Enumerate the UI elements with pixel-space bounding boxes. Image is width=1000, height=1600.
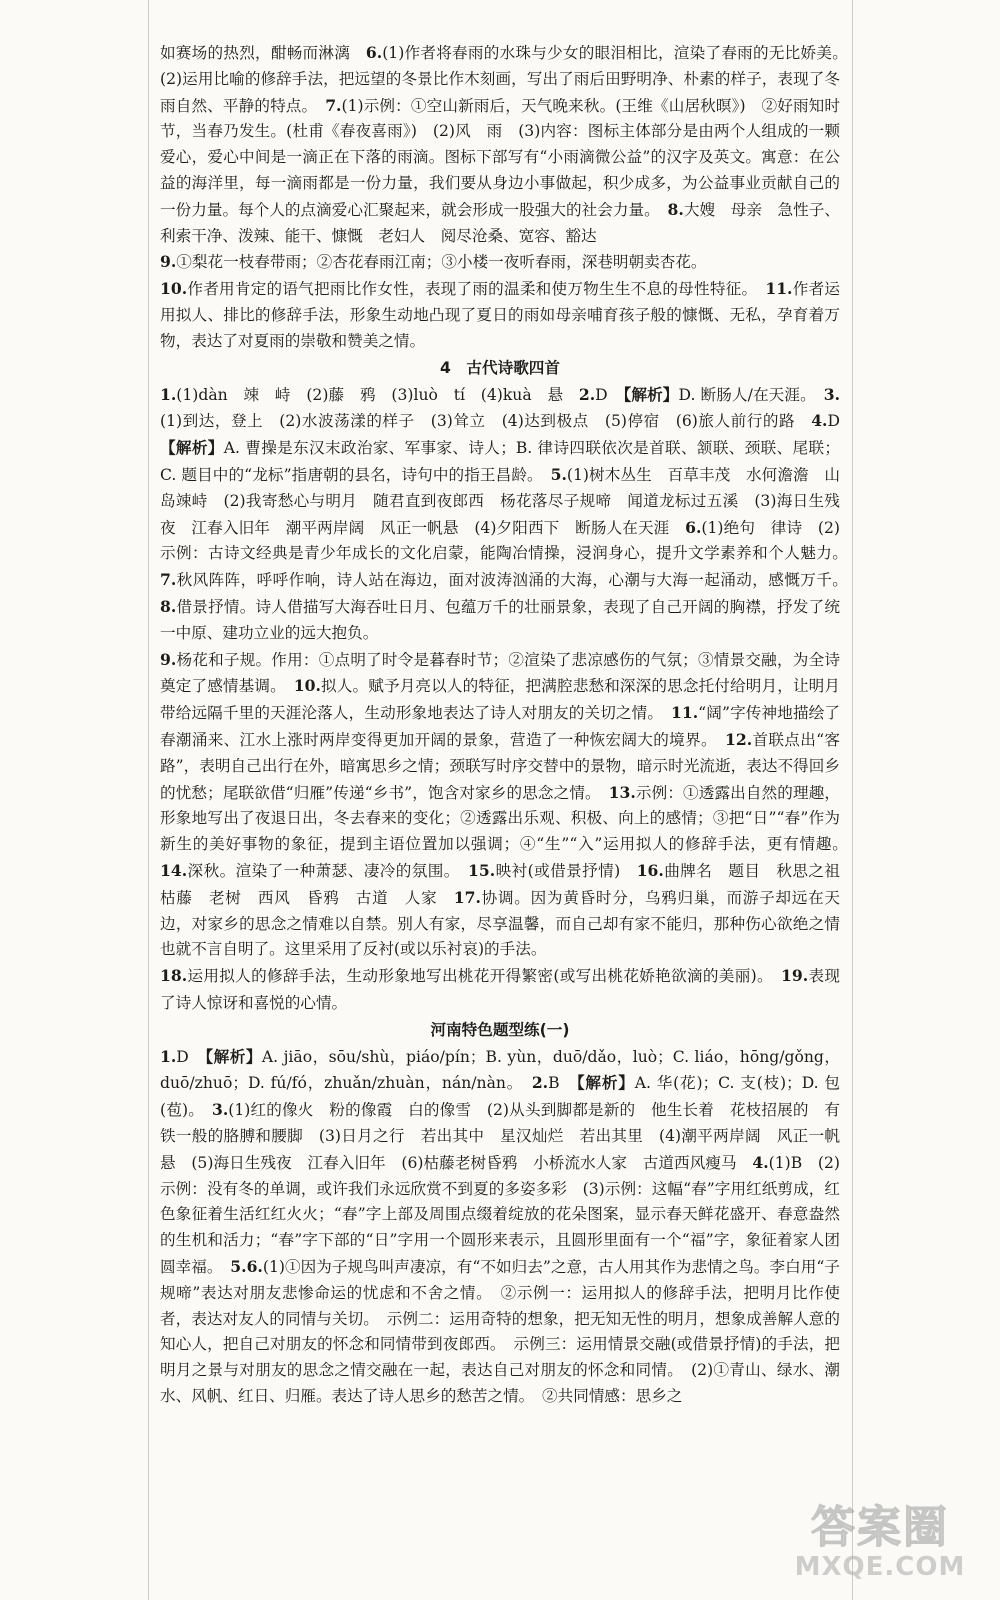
answer-text: (1)B (2)示例：没有冬的单调，或许我们永远欣赏不到夏的多姿多彩 (3)示例：这幅“春”字用红纸剪成，红色象征着生活红红火火；“春”字上部及周围点缀着绽放的花朵图案，显示春天鲜花盛开、春意盎然的生机和活力；“春”字下部的“日”字用一个圆形来表示，且圆形里面有一个“福”字，象征着家人团圆幸福。 xyxy=(160,1153,841,1277)
answer-text: (1)dàn 竦 峙 (2)藤 鸦 (3)luò tí (4)kuà 悬 xyxy=(176,385,579,404)
question-number: 7. xyxy=(160,570,177,590)
question-number: 3. xyxy=(823,384,840,404)
answer-text: (1)到达，登上 (2)水波荡漾的样子 (3)耸立 (4)达到极点 (5)停宿 (6)旅人前行的路 xyxy=(160,412,812,431)
answer-text: 示例：①透露出自然的理趣，形象地写出了夜退日出，冬去春来的变化；②透露出乐观、积极、向上的感情；③把“日”“春”作为新生的美好事物的象征，提到主语位置加以强调；④“生”“入”运用拟人的修辞手法，更有情趣。 xyxy=(160,783,856,854)
analysis-tag: 【解析】 xyxy=(160,438,224,458)
answer-text: (1)红的像火 粉的像霞 白的像雪 (2)从头到脚都是新的 他生长着 花枝招展的 有铁一般的胳膊和腰脚 (3)日月之行 若出其中 星汉灿烂 若出其里 (4)潮平两岸阔 风正一帆悬 (5)海日生残夜 江春入旧年 (6)枯藤老树昏鸦 小桥流水人家 古道西风瘦马 xyxy=(160,1101,840,1172)
question-number: 5. xyxy=(230,1257,247,1277)
question-number: 7. xyxy=(325,95,342,115)
answer-paragraph-henan-practice xyxy=(160,1044,840,1410)
answer-text: (1)绝句 律诗 (2)示例：古诗文经典是青少年成长的文化启蒙，能陶冶情操，浸润身心，提升文学素养和个人魅力。 xyxy=(160,518,856,563)
answer-text: 大嫂 母亲 急性子、利索干净、泼辣、能干、慷慨 老妇人 阅尽沧桑、宽容、豁达 xyxy=(160,200,840,245)
answer-text: D. 断肠人/在天涯。 xyxy=(678,385,824,404)
question-number: 1. xyxy=(160,1046,177,1066)
question-number: 16. xyxy=(636,860,664,880)
question-number: 19. xyxy=(781,966,809,986)
answer-text: 秋风阵阵，呼呼作响，诗人站在海边，面对波涛汹涌的大海，心潮与大海一起涌动，感慨万千。 xyxy=(176,571,856,590)
answer-text: (1)示例：①空山新雨后，天气晚来秋。(王维《山居秋暝》) ②好雨知时节，当春乃发生。(杜甫《春夜喜雨》) (2)风 雨 (3)内容：图标主体部分是由两个人组成的一颗爱心，爱心中间是一滴正在下落的雨滴。图标下部写有“小雨滴微公益”的汉字及英文。寓意：在公益的海洋里，每一滴雨都是一份力量，我们要从身边小事做起，积少成多，为公益事业贡献自己的一份力量。每个人的点滴爱心汇聚起来，就会形成一股强大的社会力量。 xyxy=(160,96,840,219)
answer-text: 表现了诗人惊讶和喜悦的心情。 xyxy=(160,967,840,1012)
question-number: 5. xyxy=(550,464,567,484)
question-number: 9. xyxy=(160,649,177,669)
question-number: 6. xyxy=(685,517,702,537)
answer-text: 深秋。渲染了一种萧瑟、凄冷的氛围。 xyxy=(187,861,469,880)
answer-text: 如赛场的热烈，酣畅而淋漓 xyxy=(160,44,366,62)
answer-paragraph-section-3 xyxy=(160,40,856,355)
answer-text: A. 曹操是东汉末政治家、军事家、诗人；B. 律诗四联依次是首联、颔联、颈联、尾联；C. 题目中的“龙标”指唐朝的县名，诗句中的指王昌龄。 xyxy=(160,439,840,484)
left-margin-rule xyxy=(148,0,149,1600)
answer-text: D xyxy=(595,385,624,404)
question-number: 18. xyxy=(160,966,188,986)
question-number: 12. xyxy=(725,729,753,749)
watermark-url: MXQE.COM xyxy=(794,1552,966,1582)
answer-text: 协调。因为黄昏时分，乌鸦归巢，而游子却远在天边，对家乡的思念之情难以自禁。别人有家，尽享温馨，而自己却有家不能归，那种伤心欲绝之情也就不言自明了。这里采用了反衬(或以乐衬哀)的手法。 xyxy=(160,888,840,959)
answer-text: 杨花和子规。作用：①点明了时令是暮春时节；②渲染了悲凉感伤的气氛；③情景交融，为全诗奠定了感情基调。 xyxy=(160,650,840,696)
analysis-tag: 【解析】 xyxy=(623,384,679,404)
answer-text: 运用拟人的修辞手法，生动形象地写出桃花开得繁密(或写出桃花娇艳欲滴的美丽)。 xyxy=(187,967,782,986)
question-number: 6. xyxy=(246,1257,263,1277)
question-number: 9. xyxy=(160,252,177,272)
answer-paragraph-section-4 xyxy=(160,382,856,1017)
answer-text: “阔”字传神地描绘了春潮涌来、江水上涨时两岸变得更加开阔的景象，营造了一种恢宏阔大的境界。 xyxy=(160,704,840,749)
question-number: 15. xyxy=(468,860,496,880)
answer-text: 曲牌名 题目 秋思之祖 枯藤 老树 西风 昏鸦 古道 人家 xyxy=(160,861,856,907)
question-number: 4. xyxy=(752,1152,769,1172)
answer-text: D xyxy=(176,1047,206,1066)
answer-text: 借景抒情。诗人借描写大海吞吐日月、包蕴万千的壮丽景象，表现了自己开阔的胸襟，抒发了统一中原、建功立业的远大抱负。 xyxy=(160,597,840,642)
watermark-title: 答案圈 xyxy=(811,1502,949,1553)
question-number: 10. xyxy=(293,676,321,696)
answer-text: D xyxy=(827,412,856,431)
answer-text: 映衬(或借景抒情) xyxy=(495,861,637,880)
question-number: 2. xyxy=(578,384,596,404)
answer-text: B xyxy=(548,1074,577,1093)
answer-text: (1)树木丛生 百草丰茂 水何澹澹 山岛竦峙 (2)我寄愁心与明月 随君直到夜郎西 杨花落尽子规啼 闻道龙标过五溪 (3)海日生残夜 江春入旧年 潮平两岸阔 风正一帆悬 (4)夕阳西下 断肠人在天涯 xyxy=(160,465,840,537)
question-number: 10. xyxy=(160,279,188,299)
question-number: 11. xyxy=(765,279,793,299)
question-number: 2. xyxy=(531,1073,549,1093)
answer-text: (1)作者将春雨的水珠与少女的眼泪相比，渲染了春雨的无比娇美。 (2)运用比喻的修辞手法，把远望的冬景比作木刻画，写出了雨后田野明净、朴素的样子，表现了冬雨自然、平静的特点。 xyxy=(160,44,856,115)
section-heading: 4 古代诗歌四首 xyxy=(439,358,560,377)
question-number: 4. xyxy=(811,411,828,431)
answer-text: A. 华(花)；C. 支(枝)；D. 包(苞)。 xyxy=(160,1074,840,1120)
question-number: 11. xyxy=(671,703,699,723)
question-number: 17. xyxy=(453,887,481,907)
right-margin-rule xyxy=(852,0,853,1600)
answer-text: 作者运用拟人、排比的修辞手法，形象生动地凸现了夏日的雨如母亲哺育孩子般的慷慨、无私，孕育着万物，表达了对夏雨的崇敬和赞美之情。 xyxy=(160,280,840,350)
answer-text: (1)①因为子规鸟叫声凄凉，有“不如归去”之意，古人用其作为悲情之鸟。李白用“子规啼”表达对朋友悲惨命运的忧虑和不舍之情。 ②示例一：运用拟人的修辞手法，把明月比作使者，表达对友人的同情与关切。 示例二：运用奇特的想象，把无知无性的明月，想象成善解人意的知心人，把自己对朋友的怀念和同情带到夜郎西。 示例三：运用情景交融(或借景抒情)的手法，把明月之景与对朋友的思念之情交融在一起，表达自己对朋友的怀念和同情。 (2)①青山、绿水、潮水、风帆、红日、归雁。表达了诗人思乡的愁苦之情。 ②共同情感：思乡之 xyxy=(160,1258,840,1406)
site-watermark-logo xyxy=(780,1504,980,1588)
question-number: 3. xyxy=(211,1100,229,1120)
question-number: 1. xyxy=(160,384,177,404)
section-heading: 河南特色题型练(一) xyxy=(430,1020,570,1039)
answer-text: ①梨花一枝春带雨；②杏花春雨江南；③小楼一夜听春雨，深巷明朝卖杏花。 xyxy=(176,253,715,272)
answer-text: 首联点出“客路”，表明自己出行在外，暗寓思乡之情；颈联写时序交替中的景物，暗示时光流逝，表达不得回乡的忧愁；尾联欲借“归雁”传递“乡书”，饱含对家乡的思念之情。 xyxy=(160,730,840,802)
answer-text: 作者用肯定的语气把雨比作女性，表现了雨的温柔和使万物生生不息的母性特征。 xyxy=(187,280,766,299)
question-number: 14. xyxy=(160,860,188,880)
question-number: 8. xyxy=(667,199,684,219)
question-number: 6. xyxy=(365,43,383,62)
question-number: 13. xyxy=(608,782,636,802)
answer-text: 拟人。赋予月亮以人的特征，把满腔悲愁和深深的思念托付给明月，让明月带给远隔千里的天涯沦落人，生动形象地表达了诗人对朋友的关切之情。 xyxy=(160,677,840,723)
answer-page xyxy=(160,40,856,1590)
question-number: 8. xyxy=(160,596,177,616)
answer-text: A. jiāo，sōu/shù，piáo/pín；B. yùn，duō/dǎo，luò；C. liáo，hōng/gǒng，duō/zhuō；D. fú/fó，zhuǎn/zhuàn，nán/nàn。 xyxy=(160,1047,840,1093)
analysis-tag: 【解析】 xyxy=(576,1073,635,1093)
analysis-tag: 【解析】 xyxy=(205,1046,262,1066)
